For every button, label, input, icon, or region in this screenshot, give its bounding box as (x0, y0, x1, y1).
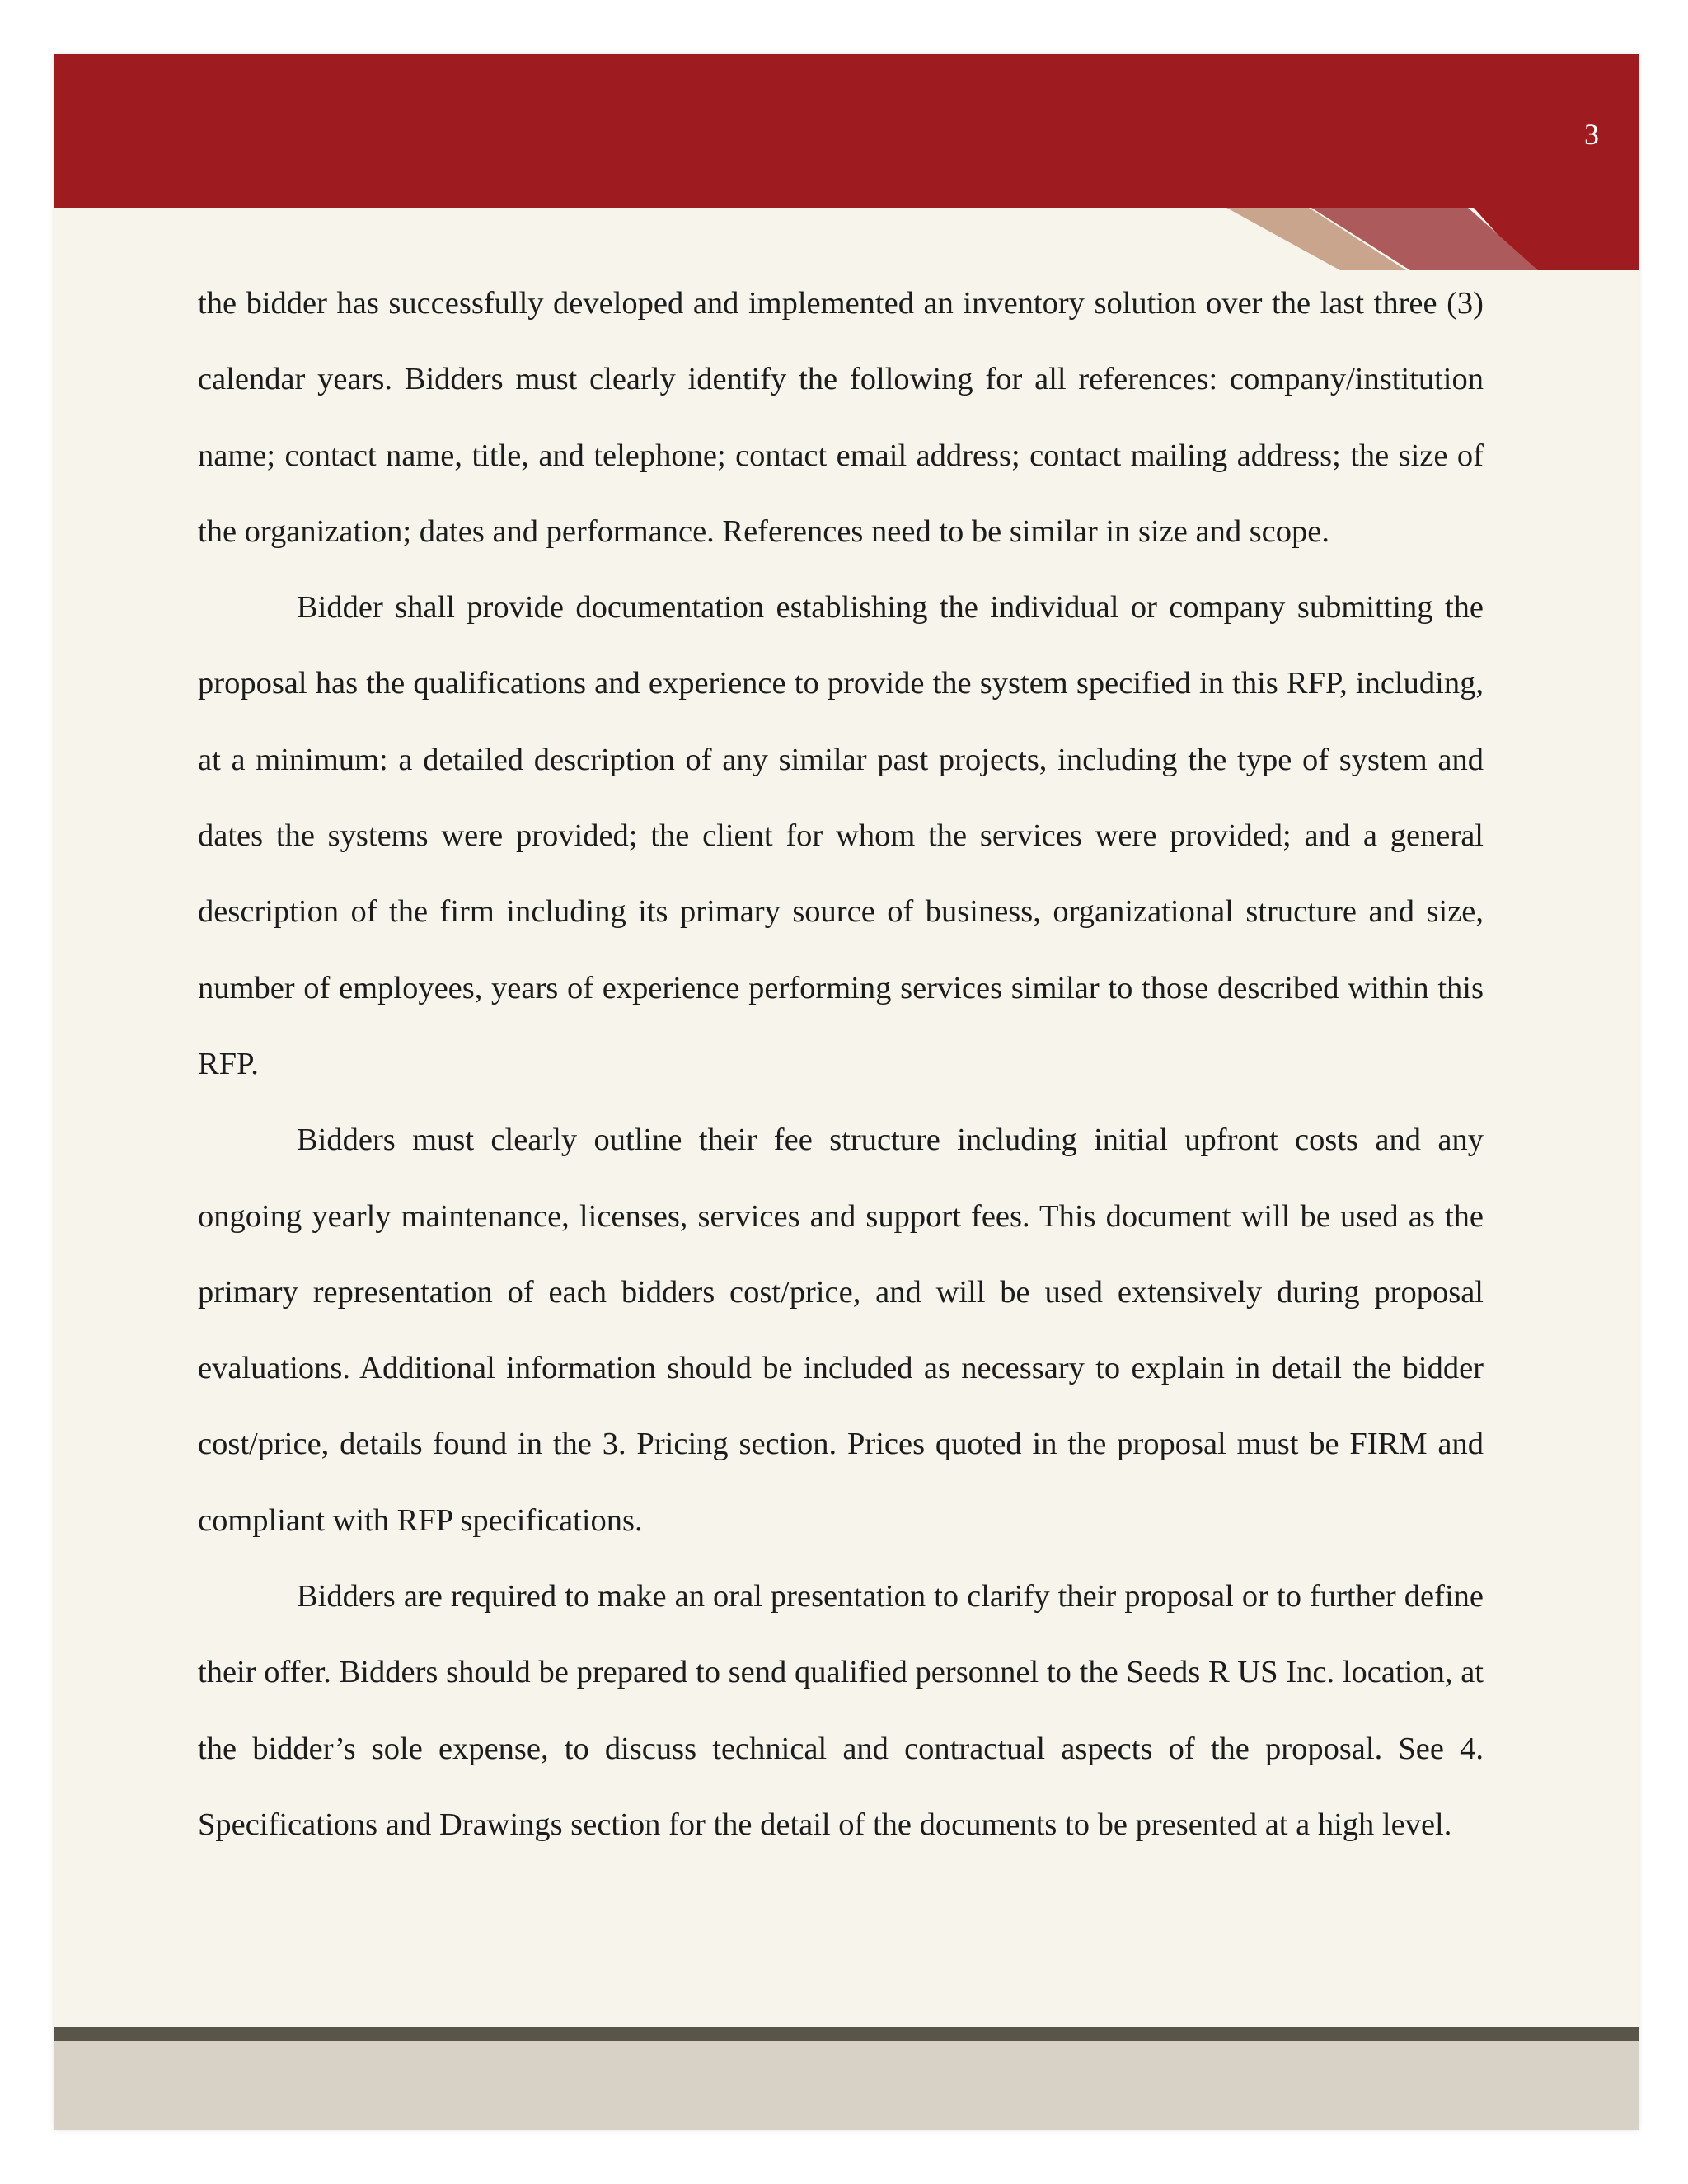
footer-rule (54, 2027, 1639, 2041)
paragraph-references: the bidder has successfully developed and implemented an inventory solution over the last three (3) calendar years. Bidders must clearly identify the following for all references: company/institution name; contact name, title, and telephone; contact email address; contact mailing address; the size of the organization; dates and performance. References need to be similar in size and scope. (198, 286, 1484, 549)
document-page (54, 54, 1639, 2130)
header-accent-stripes (54, 54, 1639, 277)
body-text (198, 265, 1484, 1863)
paragraph-qualifications: Bidder shall provide documentation establishing the individual or company submitting the proposal has the qualifications and experience to provide the system specified in this RFP, including, at a minimum: a detailed description of any similar past projects, including the type of system and dates the systems were provided; the client for whom the services were provided; and a general description of the firm including its primary source of business, organizational structure and size, number of employees, years of experience performing services similar to those described within this RFP. (198, 590, 1484, 1081)
paragraph-fee-structure: Bidders must clearly outline their fee structure including initial upfront costs and any ongoing yearly maintenance, licenses, services and support fees. This document will be used as the primary representation of each bidders cost/price, and will be used extensively during proposal evaluations. Additional information should be included as necessary to explain in detail the bidder cost/price, details found in the 3. Pricing section. Prices quoted in the proposal must be FIRM and compliant with RFP specifications. (198, 1122, 1484, 1538)
page-number: 3 (1584, 118, 1599, 151)
footer-band (54, 2041, 1639, 2130)
paragraph-oral-presentation: Bidders are required to make an oral presentation to clarify their proposal or to further define their offer. Bidders should be prepared to send qualified personnel to the Seeds R US Inc. location, at the bidder’s sole expense, to discuss technical and contractual aspects of the proposal. See 4. Specifications and Drawings section for the detail of the documents to be presented at a high level. (198, 1579, 1484, 1842)
